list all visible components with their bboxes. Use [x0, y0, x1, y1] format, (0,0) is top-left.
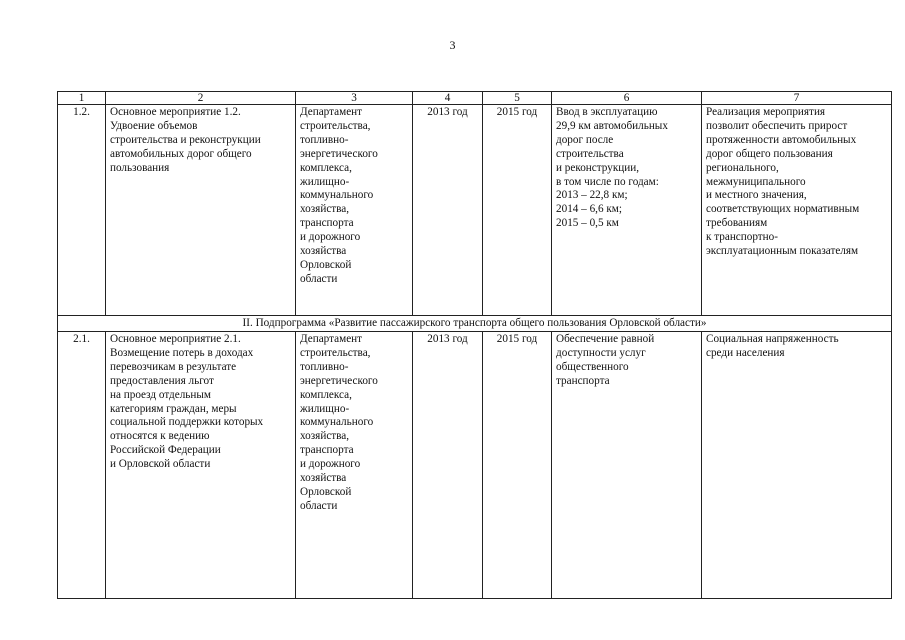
executor-line: топливно-: [300, 133, 349, 146]
consequence-cell: [702, 105, 892, 316]
column-header: 1: [58, 92, 106, 105]
measures-table: [57, 91, 892, 599]
executor-line: и дорожного: [300, 458, 361, 471]
column-header: 7: [702, 92, 892, 105]
table-row: [58, 105, 892, 316]
result-line: в том числе по годам:: [556, 175, 659, 188]
result-line: строительства: [556, 147, 624, 160]
activity-line: Основное мероприятие 1.2.: [110, 106, 241, 118]
activity-line: перевозчикам в результате: [110, 360, 237, 373]
subprogram-row: [58, 316, 892, 332]
row-number: 2.1.: [58, 332, 106, 599]
activity-line: Удвоение объемов: [110, 119, 198, 132]
executor-line: топливно-: [300, 360, 349, 373]
table-row: [58, 332, 892, 599]
consequence-cell: [702, 332, 892, 599]
executor-cell: [296, 105, 413, 316]
executor-line: жилищно-: [300, 175, 350, 188]
activity-line: предоставления льгот: [110, 374, 214, 387]
executor-line: области: [300, 272, 338, 285]
executor-line: хозяйства: [300, 245, 347, 258]
activity-line: Основное мероприятие 2.1.: [110, 333, 241, 345]
executor-line: Орловской: [300, 258, 352, 271]
executor-line: хозяйства: [300, 472, 347, 485]
result-line: дорог после: [556, 133, 614, 146]
executor-line: и дорожного: [300, 231, 361, 244]
result-line: 2015 – 0,5 км: [556, 217, 619, 230]
consequence-line: позволит обеспечить прирост: [706, 119, 848, 132]
column-header: 5: [483, 92, 552, 105]
executor-line: транспорта: [300, 444, 354, 457]
result-line: 2013 – 22,8 км;: [556, 189, 628, 202]
executor-line: жилищно-: [300, 402, 350, 415]
result-line: 2014 – 6,6 км;: [556, 203, 622, 216]
result-line: транспорта: [556, 374, 610, 387]
result-line: Обеспечение равной: [556, 333, 655, 345]
consequence-line: протяженности автомобильных: [706, 133, 857, 146]
executor-line: хозяйства,: [300, 203, 350, 216]
column-number-row: [58, 92, 892, 105]
activity-line: строительства и реконструкции: [110, 133, 261, 146]
result-line: Ввод в эксплуатацию: [556, 106, 658, 118]
executor-line: Департамент: [300, 106, 363, 118]
result-cell: [552, 105, 702, 316]
activity-line: и Орловской области: [110, 458, 211, 471]
consequence-line: среди населения: [706, 346, 785, 359]
executor-line: области: [300, 499, 338, 512]
executor-line: комплекса,: [300, 388, 352, 401]
column-header: 4: [413, 92, 483, 105]
activity-line: Возмещение потерь в доходах: [110, 346, 254, 359]
result-line: и реконструкции,: [556, 161, 640, 174]
consequence-line: эксплуатационным показателям: [706, 245, 859, 258]
activity-line: Российской Федерации: [110, 444, 221, 457]
activity-cell: [106, 332, 296, 599]
executor-line: строительства,: [300, 119, 371, 132]
column-header: 3: [296, 92, 413, 105]
executor-line: Департамент: [300, 333, 363, 345]
activity-line: автомобильных дорог общего: [110, 147, 252, 160]
end-year-cell: 2015 год: [483, 105, 552, 316]
executor-line: Орловской: [300, 485, 352, 498]
activity-cell: [106, 105, 296, 316]
page-number: 3: [449, 38, 456, 52]
start-year-cell: 2013 год: [413, 332, 483, 599]
executor-line: коммунального: [300, 189, 374, 202]
row-number: 1.2.: [58, 105, 106, 316]
consequence-line: межмуниципального: [706, 175, 806, 188]
column-header: 2: [106, 92, 296, 105]
consequence-line: и местного значения,: [706, 189, 807, 202]
executor-line: комплекса,: [300, 161, 352, 174]
activity-line: пользования: [110, 161, 170, 174]
end-year-cell: 2015 год: [483, 332, 552, 599]
result-line: доступности услуг: [556, 346, 646, 359]
start-year-cell: 2013 год: [413, 105, 483, 316]
activity-line: социальной поддержки которых: [110, 416, 264, 429]
activity-line: категориям граждан, меры: [110, 402, 237, 415]
activity-line: относятся к ведению: [110, 430, 210, 443]
executor-line: энергетического: [300, 147, 378, 160]
consequence-line: регионального,: [706, 161, 779, 174]
executor-line: энергетического: [300, 374, 378, 387]
consequence-line: требованиям: [706, 217, 768, 230]
executor-line: транспорта: [300, 217, 354, 230]
executor-line: хозяйства,: [300, 430, 350, 443]
subprogram-title: II. Подпрограмма «Развитие пассажирского транспорта общего пользования Орловской области»: [58, 316, 892, 332]
result-line: 29,9 км автомобильных: [556, 119, 668, 132]
consequence-line: Реализация мероприятия: [706, 106, 826, 118]
consequence-line: к транспортно-: [706, 231, 778, 244]
result-line: общественного: [556, 360, 629, 373]
activity-line: на проезд отдельным: [110, 388, 211, 401]
result-cell: [552, 332, 702, 599]
executor-cell: [296, 332, 413, 599]
consequence-line: соответствующих нормативным: [706, 203, 860, 216]
executor-line: строительства,: [300, 346, 371, 359]
consequence-line: Социальная напряженность: [706, 333, 839, 345]
executor-line: коммунального: [300, 416, 374, 429]
column-header: 6: [552, 92, 702, 105]
consequence-line: дорог общего пользования: [706, 147, 833, 160]
